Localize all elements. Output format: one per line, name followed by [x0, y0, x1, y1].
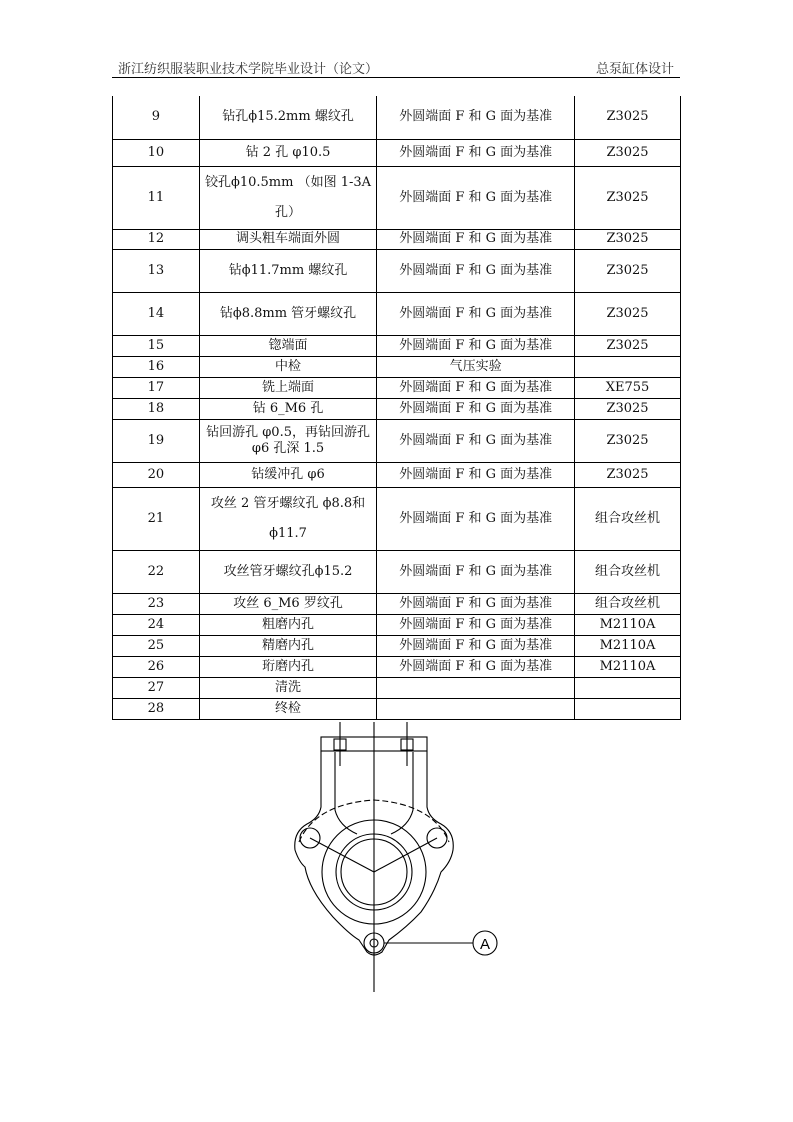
- machine: Z3025: [575, 292, 681, 335]
- operation: 钻ϕ8.8mm 管牙螺纹孔: [199, 292, 377, 335]
- operation: 精磨内孔: [199, 635, 377, 656]
- datum: 外圆端面 F 和 G 面为基准: [377, 398, 575, 419]
- table-row: [113, 166, 681, 229]
- step-number: 28: [113, 698, 200, 719]
- machine: Z3025: [575, 462, 681, 487]
- header-title: 总泵缸体设计: [595, 62, 674, 77]
- table-row: [113, 462, 681, 487]
- datum: 外圆端面 F 和 G 面为基准: [377, 419, 575, 462]
- machine: [575, 356, 681, 377]
- operation: 钻 2 孔 φ10.5: [199, 139, 377, 166]
- table-row: [113, 229, 681, 249]
- machine: 组合攻丝机: [575, 487, 681, 550]
- datum: 外圆端面 F 和 G 面为基准: [377, 335, 575, 356]
- machine: Z3025: [575, 96, 681, 139]
- machine: Z3025: [575, 139, 681, 166]
- machine: M2110A: [575, 614, 681, 635]
- operation: 清洗: [199, 677, 377, 698]
- table-row: [113, 249, 681, 292]
- page-header: [112, 55, 680, 78]
- table-row: [113, 96, 681, 139]
- table-row: [113, 593, 681, 614]
- datum: 外圆端面 F 和 G 面为基准: [377, 377, 575, 398]
- table-row: [113, 677, 681, 698]
- datum: [377, 698, 575, 719]
- operation: 钻缓冲孔 φ6: [199, 462, 377, 487]
- datum: 外圆端面 F 和 G 面为基准: [377, 229, 575, 249]
- machine: XE755: [575, 377, 681, 398]
- machine: Z3025: [575, 166, 681, 229]
- machine: Z3025: [575, 249, 681, 292]
- machine: M2110A: [575, 635, 681, 656]
- table-row: [113, 335, 681, 356]
- datum: [377, 677, 575, 698]
- machine: [575, 677, 681, 698]
- table-row: [113, 487, 681, 550]
- step-number: 21: [113, 487, 200, 550]
- step-number: 27: [113, 677, 200, 698]
- table-row: [113, 419, 681, 462]
- datum: 外圆端面 F 和 G 面为基准: [377, 635, 575, 656]
- table-row: [113, 398, 681, 419]
- machine: M2110A: [575, 656, 681, 677]
- step-number: 11: [113, 166, 200, 229]
- machine: 组合攻丝机: [575, 550, 681, 593]
- table-row: [113, 698, 681, 719]
- table-row: [113, 635, 681, 656]
- step-number: 12: [113, 229, 200, 249]
- operation: 珩磨内孔: [199, 656, 377, 677]
- machine: 组合攻丝机: [575, 593, 681, 614]
- operation: 攻丝 2 管牙螺纹孔 ϕ8.8和ϕ11.7: [199, 487, 377, 550]
- table-row: [113, 614, 681, 635]
- step-number: 13: [113, 249, 200, 292]
- step-number: 18: [113, 398, 200, 419]
- step-number: 23: [113, 593, 200, 614]
- operation: 攻丝 6_M6 罗纹孔: [199, 593, 377, 614]
- part-drawing: [285, 722, 505, 994]
- operation: 锪端面: [199, 335, 377, 356]
- datum: 外圆端面 F 和 G 面为基准: [377, 139, 575, 166]
- operation: 攻丝管牙螺纹孔ϕ15.2: [199, 550, 377, 593]
- step-number: 15: [113, 335, 200, 356]
- step-number: 19: [113, 419, 200, 462]
- table-row: [113, 550, 681, 593]
- datum: 外圆端面 F 和 G 面为基准: [377, 487, 575, 550]
- step-number: 10: [113, 139, 200, 166]
- datum: 气压实验: [377, 356, 575, 377]
- operation: 中检: [199, 356, 377, 377]
- operation: 钻回游孔 φ0.5，再钻回游孔 φ6 孔深 1.5: [199, 419, 377, 462]
- datum: 外圆端面 F 和 G 面为基准: [377, 166, 575, 229]
- step-number: 25: [113, 635, 200, 656]
- table-row: [113, 139, 681, 166]
- operation: 钻ϕ11.7mm 螺纹孔: [199, 249, 377, 292]
- datum: 外圆端面 F 和 G 面为基准: [377, 550, 575, 593]
- table-row: [113, 656, 681, 677]
- step-number: 22: [113, 550, 200, 593]
- table-row: [113, 356, 681, 377]
- callout-label: A: [479, 936, 491, 953]
- step-number: 17: [113, 377, 200, 398]
- table-row: [113, 292, 681, 335]
- step-number: 24: [113, 614, 200, 635]
- machine: Z3025: [575, 335, 681, 356]
- datum: 外圆端面 F 和 G 面为基准: [377, 656, 575, 677]
- datum: 外圆端面 F 和 G 面为基准: [377, 292, 575, 335]
- step-number: 26: [113, 656, 200, 677]
- machine: Z3025: [575, 419, 681, 462]
- step-number: 16: [113, 356, 200, 377]
- step-number: 20: [113, 462, 200, 487]
- datum: 外圆端面 F 和 G 面为基准: [377, 593, 575, 614]
- operation: 铰孔ϕ10.5mm （如图 1-3A 孔）: [199, 166, 377, 229]
- operation: 钻孔ϕ15.2mm 螺纹孔: [199, 96, 377, 139]
- operation: 终检: [199, 698, 377, 719]
- step-number: 14: [113, 292, 200, 335]
- datum: 外圆端面 F 和 G 面为基准: [377, 614, 575, 635]
- machine: [575, 698, 681, 719]
- step-number: 9: [113, 96, 200, 139]
- process-table: [112, 96, 681, 720]
- machine: Z3025: [575, 398, 681, 419]
- operation: 调头粗车端面外圆: [199, 229, 377, 249]
- datum: 外圆端面 F 和 G 面为基准: [377, 96, 575, 139]
- header-school: 浙江纺织服装职业技术学院毕业设计（论文）: [118, 62, 379, 77]
- operation: 粗磨内孔: [199, 614, 377, 635]
- table-row: [113, 377, 681, 398]
- operation: 铣上端面: [199, 377, 377, 398]
- operation: 钻 6_M6 孔: [199, 398, 377, 419]
- datum: 外圆端面 F 和 G 面为基准: [377, 249, 575, 292]
- machine: Z3025: [575, 229, 681, 249]
- datum: 外圆端面 F 和 G 面为基准: [377, 462, 575, 487]
